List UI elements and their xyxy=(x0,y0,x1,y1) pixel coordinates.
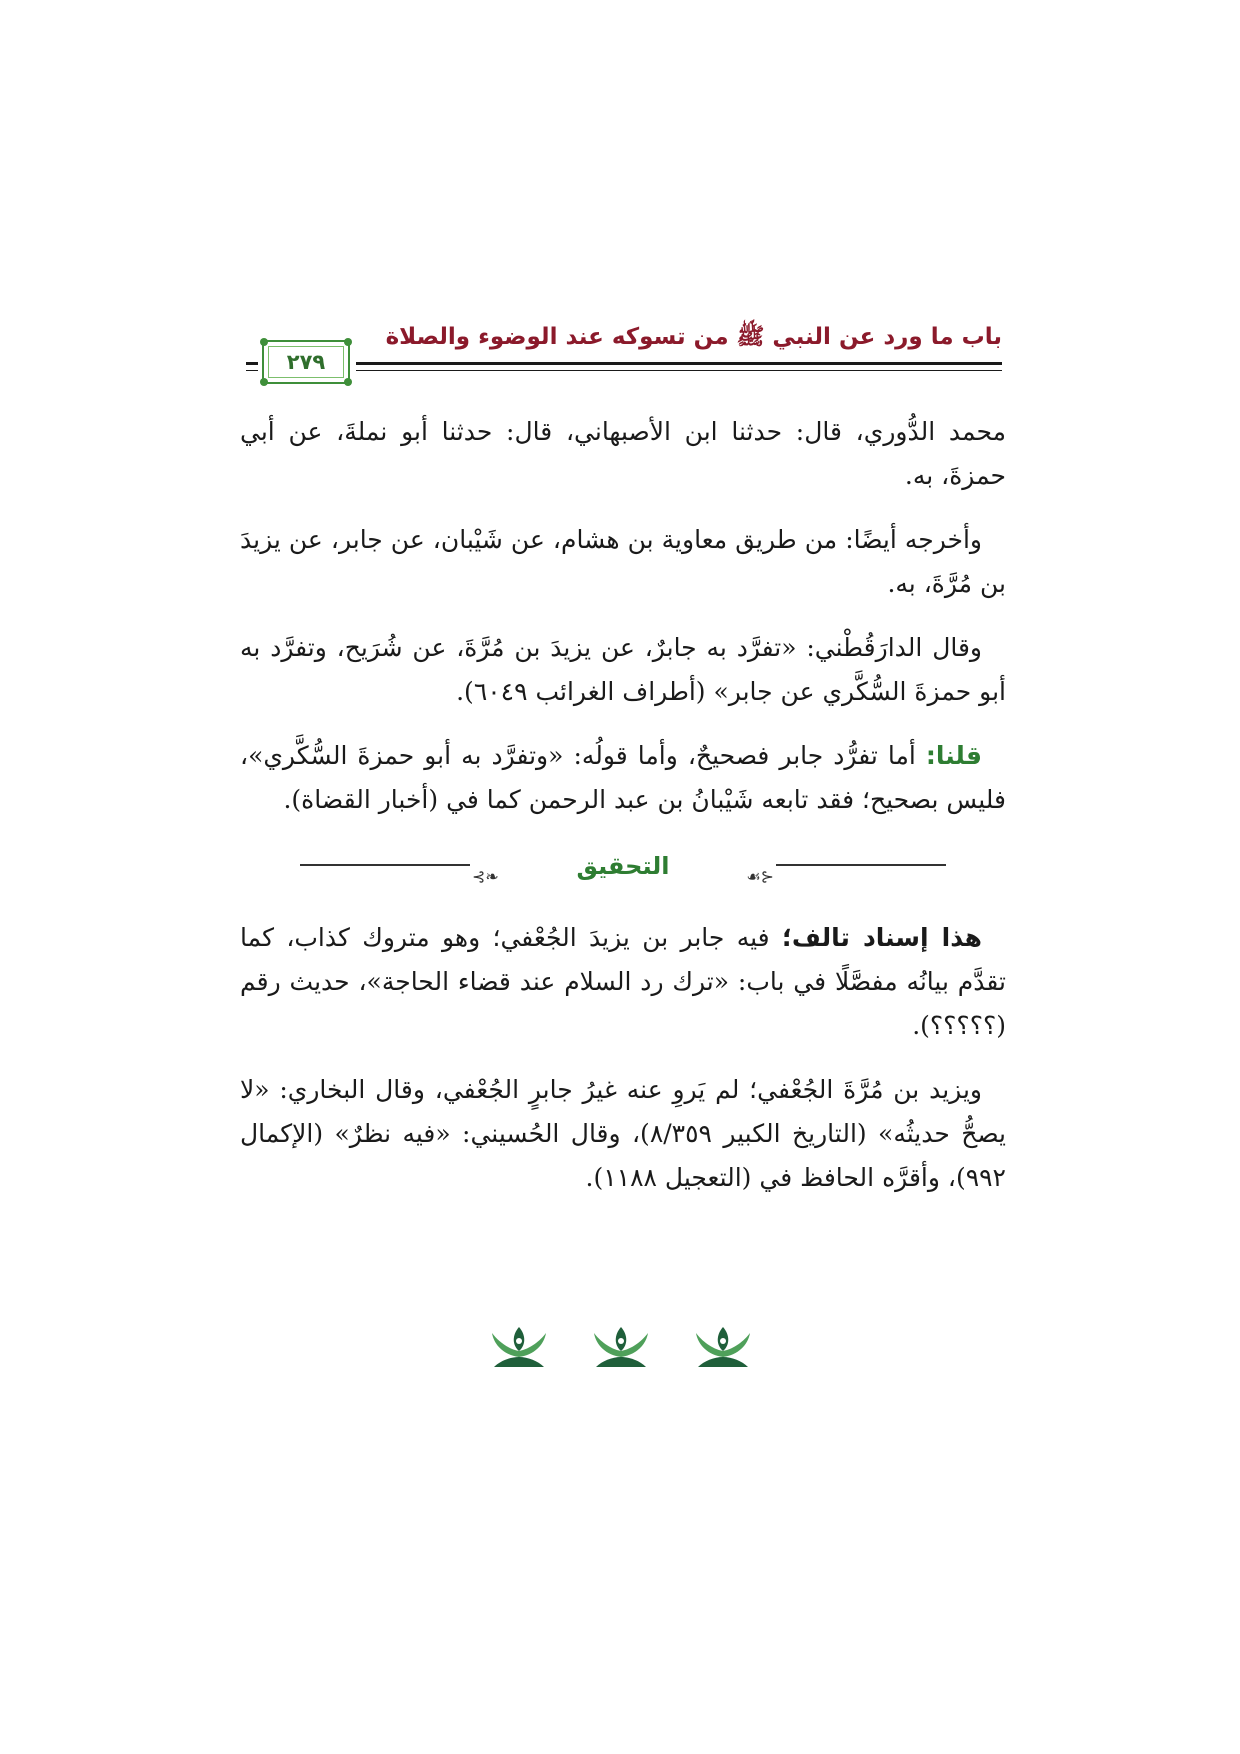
badge-corner-ornament xyxy=(344,378,352,386)
paragraph-5-text: فيه جابر بن يزيدَ الجُعْفي؛ وهو متروك كذاب، كما تقدَّم بيانُه مفصَّلًا في باب: «ترك رد السلام عند قضاء الحاجة»، حديث رقم (؟؟؟؟؟). xyxy=(240,923,1006,1040)
paragraph-6: ويزيد بن مُرَّةَ الجُعْفي؛ لم يَروِ عنه غيرُ جابرٍ الجُعْفي، وقال البخاري: «لا يصحُّ حديثُه» (التاريخ الكبير ٨/٣٥٩)، وقال الحُسيني: «فيه نظرٌ» (الإكمال ٩٩٢)، وأقرَّه الحافظ في (التعجيل ١١٨٨). xyxy=(240,1075,1006,1192)
divider-flourish-icon: ☙⊱ xyxy=(746,867,774,886)
paragraph-4-text: أما تفرُّد جابر فصحيحٌ، وأما قولُه: «وتفرَّد به أبو حمزةَ السُّكَّري»، فليس بصحيح؛ فقد تابعه شَيْبانُ بن عبد الرحمن كما في (أخبار القضاة). xyxy=(240,741,1006,814)
paragraph-5-lead: هذا إسناد تالف؛ xyxy=(781,923,982,952)
header-rule-left-thick xyxy=(246,362,258,365)
page-body xyxy=(240,410,1006,1220)
paragraph-5 xyxy=(240,916,1006,1048)
end-ornaments xyxy=(486,1318,756,1374)
page-number-badge xyxy=(262,340,350,384)
header-rule-thick xyxy=(356,362,1002,365)
running-header xyxy=(246,318,1002,390)
section-heading: التحقيق xyxy=(576,852,670,880)
paragraph-2: وأخرجه أيضًا: من طريق معاوية بن هشام، عن شَيْبان، عن جابر، عن يزيدَ بن مُرَّةَ، به. xyxy=(240,525,1006,598)
page-number: ٢٧٩ xyxy=(286,350,326,374)
divider-line-right xyxy=(776,864,946,866)
paragraph-3: وقال الدارَقُطْني: «تفرَّد به جابرٌ، عن يزيدَ بن مُرَّةَ، عن شُرَيح، وتفرَّد به أبو حمزةَ السُّكَّري عن جابر» (أطراف الغرائب ٦٠٤٩). xyxy=(240,633,1006,706)
paragraph-4-lead: قلنا: xyxy=(925,741,982,770)
lotus-ornament-icon xyxy=(588,1321,654,1371)
divider-flourish-icon: ⊰❧ xyxy=(472,867,499,886)
paragraph-1: محمد الدُّوري، قال: حدثنا ابن الأصبهاني، قال: حدثنا أبو نملةَ، عن أبي حمزةَ، به. xyxy=(240,417,1006,490)
badge-corner-ornament xyxy=(260,378,268,386)
lotus-ornament-icon xyxy=(486,1321,552,1371)
header-rule-thin xyxy=(356,370,1002,371)
paragraph-4 xyxy=(240,734,1006,822)
badge-corner-ornament xyxy=(344,338,352,346)
section-divider xyxy=(240,842,1006,886)
chapter-title: باب ما ورد عن النبي ﷺ من تسوكه عند الوضوء والصلاة xyxy=(385,324,1002,350)
badge-corner-ornament xyxy=(260,338,268,346)
lotus-ornament-icon xyxy=(690,1321,756,1371)
header-rule-left-thin xyxy=(246,370,258,371)
